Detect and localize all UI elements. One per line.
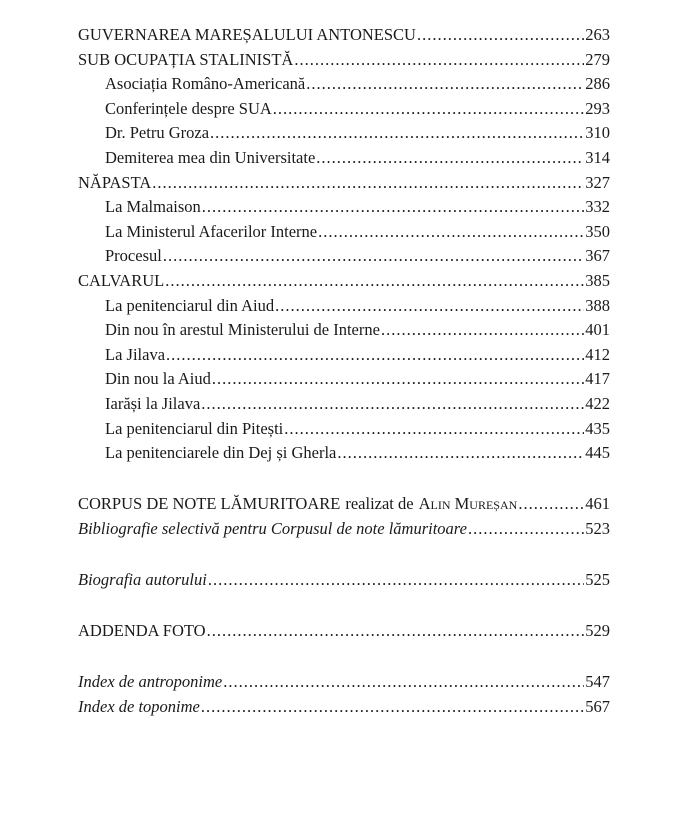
dot-leader	[201, 695, 584, 720]
dot-leader	[273, 97, 584, 122]
toc-entry-title: La penitenciarele din Dej și Gherla	[105, 443, 337, 463]
toc-chapter[interactable]	[78, 269, 610, 294]
toc-entry-title: Asociația Româno-Americană	[105, 74, 306, 94]
dot-leader	[468, 517, 584, 542]
toc-entry-title: GUVERNAREA MAREȘALULUI ANTONESCU	[78, 25, 416, 44]
toc-entry-page: 388	[585, 295, 610, 315]
toc-entry-bibliografie[interactable]	[78, 517, 610, 542]
toc-entry-page: 314	[585, 147, 610, 167]
toc-entry-page: 417	[585, 369, 610, 389]
dot-leader	[306, 72, 584, 97]
dot-leader	[166, 343, 584, 368]
toc-entry-title: Index de antroponime	[78, 672, 223, 692]
toc-entry-page: 293	[585, 98, 610, 118]
toc-entry-page: 525	[585, 569, 610, 589]
toc-entry-biografia[interactable]	[78, 568, 610, 593]
toc-entry-page: 523	[585, 518, 610, 538]
toc-subentry[interactable]	[78, 244, 610, 269]
toc-entry-page: 461	[585, 494, 610, 514]
dot-leader	[294, 48, 584, 73]
toc-subentry[interactable]	[78, 294, 610, 319]
toc-entry-index-antroponime[interactable]	[78, 670, 610, 695]
toc-entry-title: La Malmaison	[105, 197, 201, 217]
toc-entry-title: Iarăși la Jilava	[105, 393, 201, 413]
toc-entry-addenda[interactable]	[78, 619, 610, 644]
toc-entry-page: 547	[585, 672, 610, 692]
dot-leader	[152, 171, 584, 196]
toc-entry-page: 412	[585, 344, 610, 364]
toc-entry-author: Alin Mureșan	[418, 494, 518, 514]
toc-subentry[interactable]	[78, 121, 610, 146]
toc-subentry[interactable]	[78, 392, 610, 417]
toc-entry-corpus[interactable]	[78, 492, 610, 517]
dot-leader	[223, 670, 584, 695]
dot-leader	[202, 195, 584, 220]
toc-subentry[interactable]	[78, 367, 610, 392]
toc-subentry[interactable]	[78, 146, 610, 171]
toc-entry-title: CORPUS DE NOTE LĂMURITOARE	[78, 494, 341, 514]
toc-subentry[interactable]	[78, 195, 610, 220]
toc-entry-page: 332	[585, 197, 610, 217]
toc-entry-title: CALVARUL	[78, 270, 165, 290]
table-of-contents	[78, 23, 610, 719]
toc-entry-title: La Jilava	[105, 344, 166, 364]
toc-entry-title: SUB OCUPAȚIA STALINISTĂ	[78, 49, 294, 69]
dot-leader	[337, 441, 584, 466]
dot-leader	[275, 294, 584, 319]
toc-subentry[interactable]	[78, 97, 610, 122]
dot-leader	[208, 568, 584, 593]
toc-subentry[interactable]	[78, 441, 610, 466]
dot-leader	[318, 220, 584, 245]
toc-entry-page: 310	[585, 123, 610, 143]
toc-entry-page: 445	[585, 443, 610, 463]
toc-entry-title: Bibliografie selectivă pentru Corpusul de note lămuritoare	[78, 518, 467, 538]
dot-leader	[165, 269, 584, 294]
toc-entry-title: Biografia autorului	[78, 569, 207, 589]
toc-entry-title: La penitenciarul din Pitești	[105, 418, 284, 438]
dot-leader	[207, 619, 585, 644]
dot-leader	[163, 244, 584, 269]
toc-entry-page: 385	[585, 270, 610, 290]
toc-chapter[interactable]	[78, 171, 610, 196]
toc-entry-page: 401	[585, 320, 610, 340]
toc-entry-suffix: realizat de	[345, 494, 414, 514]
toc-entry-title: Din nou în arestul Ministerului de Interne	[105, 320, 380, 340]
toc-subentry[interactable]	[78, 220, 610, 245]
toc-entry-page: 529	[585, 620, 610, 640]
toc-subentry[interactable]	[78, 72, 610, 97]
toc-entry-title: Conferințele despre SUA	[105, 98, 272, 118]
toc-subentry[interactable]	[78, 417, 610, 442]
toc-entry-page: 350	[585, 221, 610, 241]
toc-entry-page: 279	[585, 49, 610, 69]
dot-leader	[518, 492, 584, 517]
toc-entry-title: NĂPASTA	[78, 172, 152, 192]
toc-entry-page: 367	[585, 246, 610, 266]
toc-entry-page: 327	[585, 172, 610, 192]
dot-leader	[201, 392, 584, 417]
toc-entry-title: ADDENDA FOTO	[78, 620, 206, 640]
toc-entry-page: 286	[585, 74, 610, 94]
toc-entry-index-toponime[interactable]	[78, 695, 610, 720]
toc-chapter[interactable]	[78, 23, 610, 48]
toc-entry-title: Demiterea mea din Universitate	[105, 147, 316, 167]
toc-entry-title: Procesul	[105, 246, 162, 266]
toc-entry-title: La penitenciarul din Aiud	[105, 295, 275, 315]
dot-leader	[212, 367, 584, 392]
toc-entry-page: 263	[585, 25, 610, 44]
dot-leader	[381, 318, 584, 343]
toc-subentry[interactable]	[78, 343, 610, 368]
toc-subentry[interactable]	[78, 318, 610, 343]
dot-leader	[284, 417, 584, 442]
toc-entry-page: 435	[585, 418, 610, 438]
toc-entry-title: La Ministerul Afacerilor Interne	[105, 221, 318, 241]
dot-leader	[316, 146, 584, 171]
toc-chapter[interactable]	[78, 48, 610, 73]
toc-entry-title: Din nou la Aiud	[105, 369, 211, 389]
toc-entry-title: Dr. Petru Groza	[105, 123, 210, 143]
dot-leader	[210, 121, 584, 146]
toc-entry-page: 567	[585, 696, 610, 716]
toc-entry-title: Index de toponime	[78, 696, 200, 716]
toc-entry-page: 422	[585, 393, 610, 413]
dot-leader	[417, 23, 584, 48]
toc-main-entries	[78, 23, 610, 466]
